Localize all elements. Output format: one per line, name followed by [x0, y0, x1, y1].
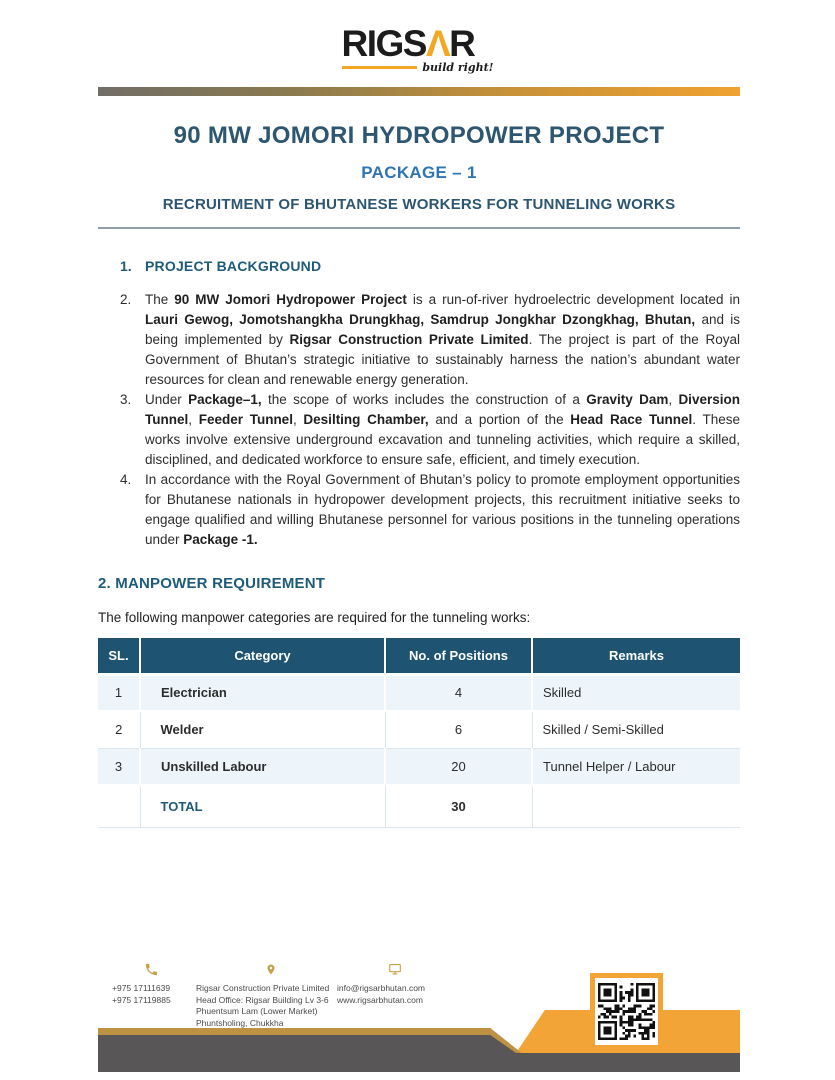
header-gradient-bar — [98, 87, 740, 96]
address-line: Phuentsum Lam (Lower Market) — [196, 1006, 318, 1016]
cell-sl — [98, 785, 140, 827]
paragraph-2-text: The 90 MW Jomori Hydropower Project is a run-of-river hydroelectric development located in Lauri Gewog, Jomotshangkha Drungkhag, Samdrup Jongkhar Dzongkhag, Bhutan, and is being implemented by Rigsar Construction Private Limited. The project is part of the Royal Government of Bhutan’s strategic initiative to sustainably harness the nation’s abundant water resources for clean and renewable energy generation. — [145, 292, 741, 387]
address-line: Head Office: Rigsar Building Lv 3-6 — [196, 994, 329, 1005]
background-paragraph-4 — [98, 470, 740, 550]
cell-category: Welder — [140, 711, 385, 748]
table-header-row — [98, 638, 740, 674]
section-1-title: PROJECT BACKGROUND — [145, 258, 322, 274]
background-paragraph-2 — [98, 290, 740, 390]
logo-a-triangle: Λ — [425, 23, 450, 64]
section-1-number: 1. — [120, 258, 132, 274]
website-url: www.rigsarbhutan.com — [337, 994, 423, 1005]
background-paragraph-3 — [98, 390, 740, 470]
cell-remarks: Skilled / Semi-Skilled — [532, 711, 740, 748]
project-background-section — [98, 258, 740, 550]
column-header-positions: No. of Positions — [385, 638, 532, 674]
logo-underline — [342, 66, 418, 69]
phone-icon — [112, 962, 190, 980]
cell-category: Unskilled Labour — [140, 748, 385, 785]
column-header-category: Category — [140, 638, 385, 674]
cell-remarks: Skilled — [532, 674, 740, 711]
cell-positions: 4 — [385, 674, 532, 711]
manpower-intro-text: The following manpower categories are required for the tunneling works: — [98, 610, 531, 625]
cell-sl: 3 — [98, 748, 140, 785]
logo-text-pre: RIGS — [341, 23, 426, 64]
logo-tagline: build right! — [422, 61, 494, 74]
cell-total-value: 30 — [385, 785, 532, 827]
title-divider — [98, 227, 740, 229]
recruitment-subtitle: RECRUITMENT OF BHUTANESE WORKERS FOR TUNNELING WORKS — [162, 196, 676, 213]
rigsar-logo — [341, 23, 494, 74]
cell-sl: 1 — [98, 674, 140, 711]
cell-sl: 2 — [98, 711, 140, 748]
logo-text-post: R — [449, 23, 475, 64]
phone-number: +975 17111639 — [112, 983, 171, 993]
paragraph-4-text: In accordance with the Royal Government of Bhutan’s policy to promote employment opportunities for Bhutanese nationals in hydropower development projects, this recruitment initiative seeks to engage qualified and willing Bhutanese personnel for various positions in the tunneling operations under Package -1. — [145, 472, 740, 547]
logo-wordmark — [341, 23, 494, 64]
email-address: info@rigsarbhutan.com — [337, 983, 426, 993]
monitor-icon — [337, 962, 452, 980]
paragraph-3-number: 3. — [120, 392, 132, 407]
paragraph-4-number: 4. — [120, 472, 132, 487]
address-line: Rigsar Construction Private Limited — [196, 983, 330, 993]
paragraph-2-number: 2. — [120, 292, 132, 307]
cell-category: Electrician — [140, 674, 385, 711]
table-total-row — [98, 785, 740, 827]
column-header-sl: SL. — [98, 638, 140, 674]
page-title: 90 MW JOMORI HYDROPOWER PROJECT — [173, 122, 665, 149]
location-pin-icon — [196, 962, 346, 980]
footer-web-column — [337, 962, 452, 1006]
footer-phone-column — [112, 962, 190, 1006]
manpower-table — [98, 638, 740, 828]
footer-decoration — [98, 1005, 740, 1072]
paragraph-3-text: Under Package–1, the scope of works includes the construction of a Gravity Dam, Diversion Tunnel, Feeder Tunnel, Desilting Chamber, and a portion of the Head Race Tunnel. These works involve extensive underground excavation and tunneling activities, which require a skilled, disciplined, and dedicated workforce to ensure safe, efficient, and timely execution. — [145, 392, 741, 467]
package-title: PACKAGE – 1 — [361, 163, 477, 182]
table-row — [98, 748, 740, 785]
cell-remarks: Tunnel Helper / Labour — [532, 748, 740, 785]
cell-remarks — [532, 785, 740, 827]
column-header-remarks: Remarks — [532, 638, 740, 674]
address-line: Phuntsholing, Chukkha — [196, 1017, 284, 1028]
section-1-heading — [98, 258, 740, 274]
phone-number: +975 17119885 — [112, 994, 171, 1005]
section-2-heading: 2. MANPOWER REQUIREMENT — [98, 575, 326, 592]
cell-positions: 20 — [385, 748, 532, 785]
qr-code — [590, 973, 663, 1050]
cell-total-label: TOTAL — [140, 785, 385, 827]
table-row — [98, 711, 740, 748]
cell-positions: 6 — [385, 711, 532, 748]
table-row — [98, 674, 740, 711]
